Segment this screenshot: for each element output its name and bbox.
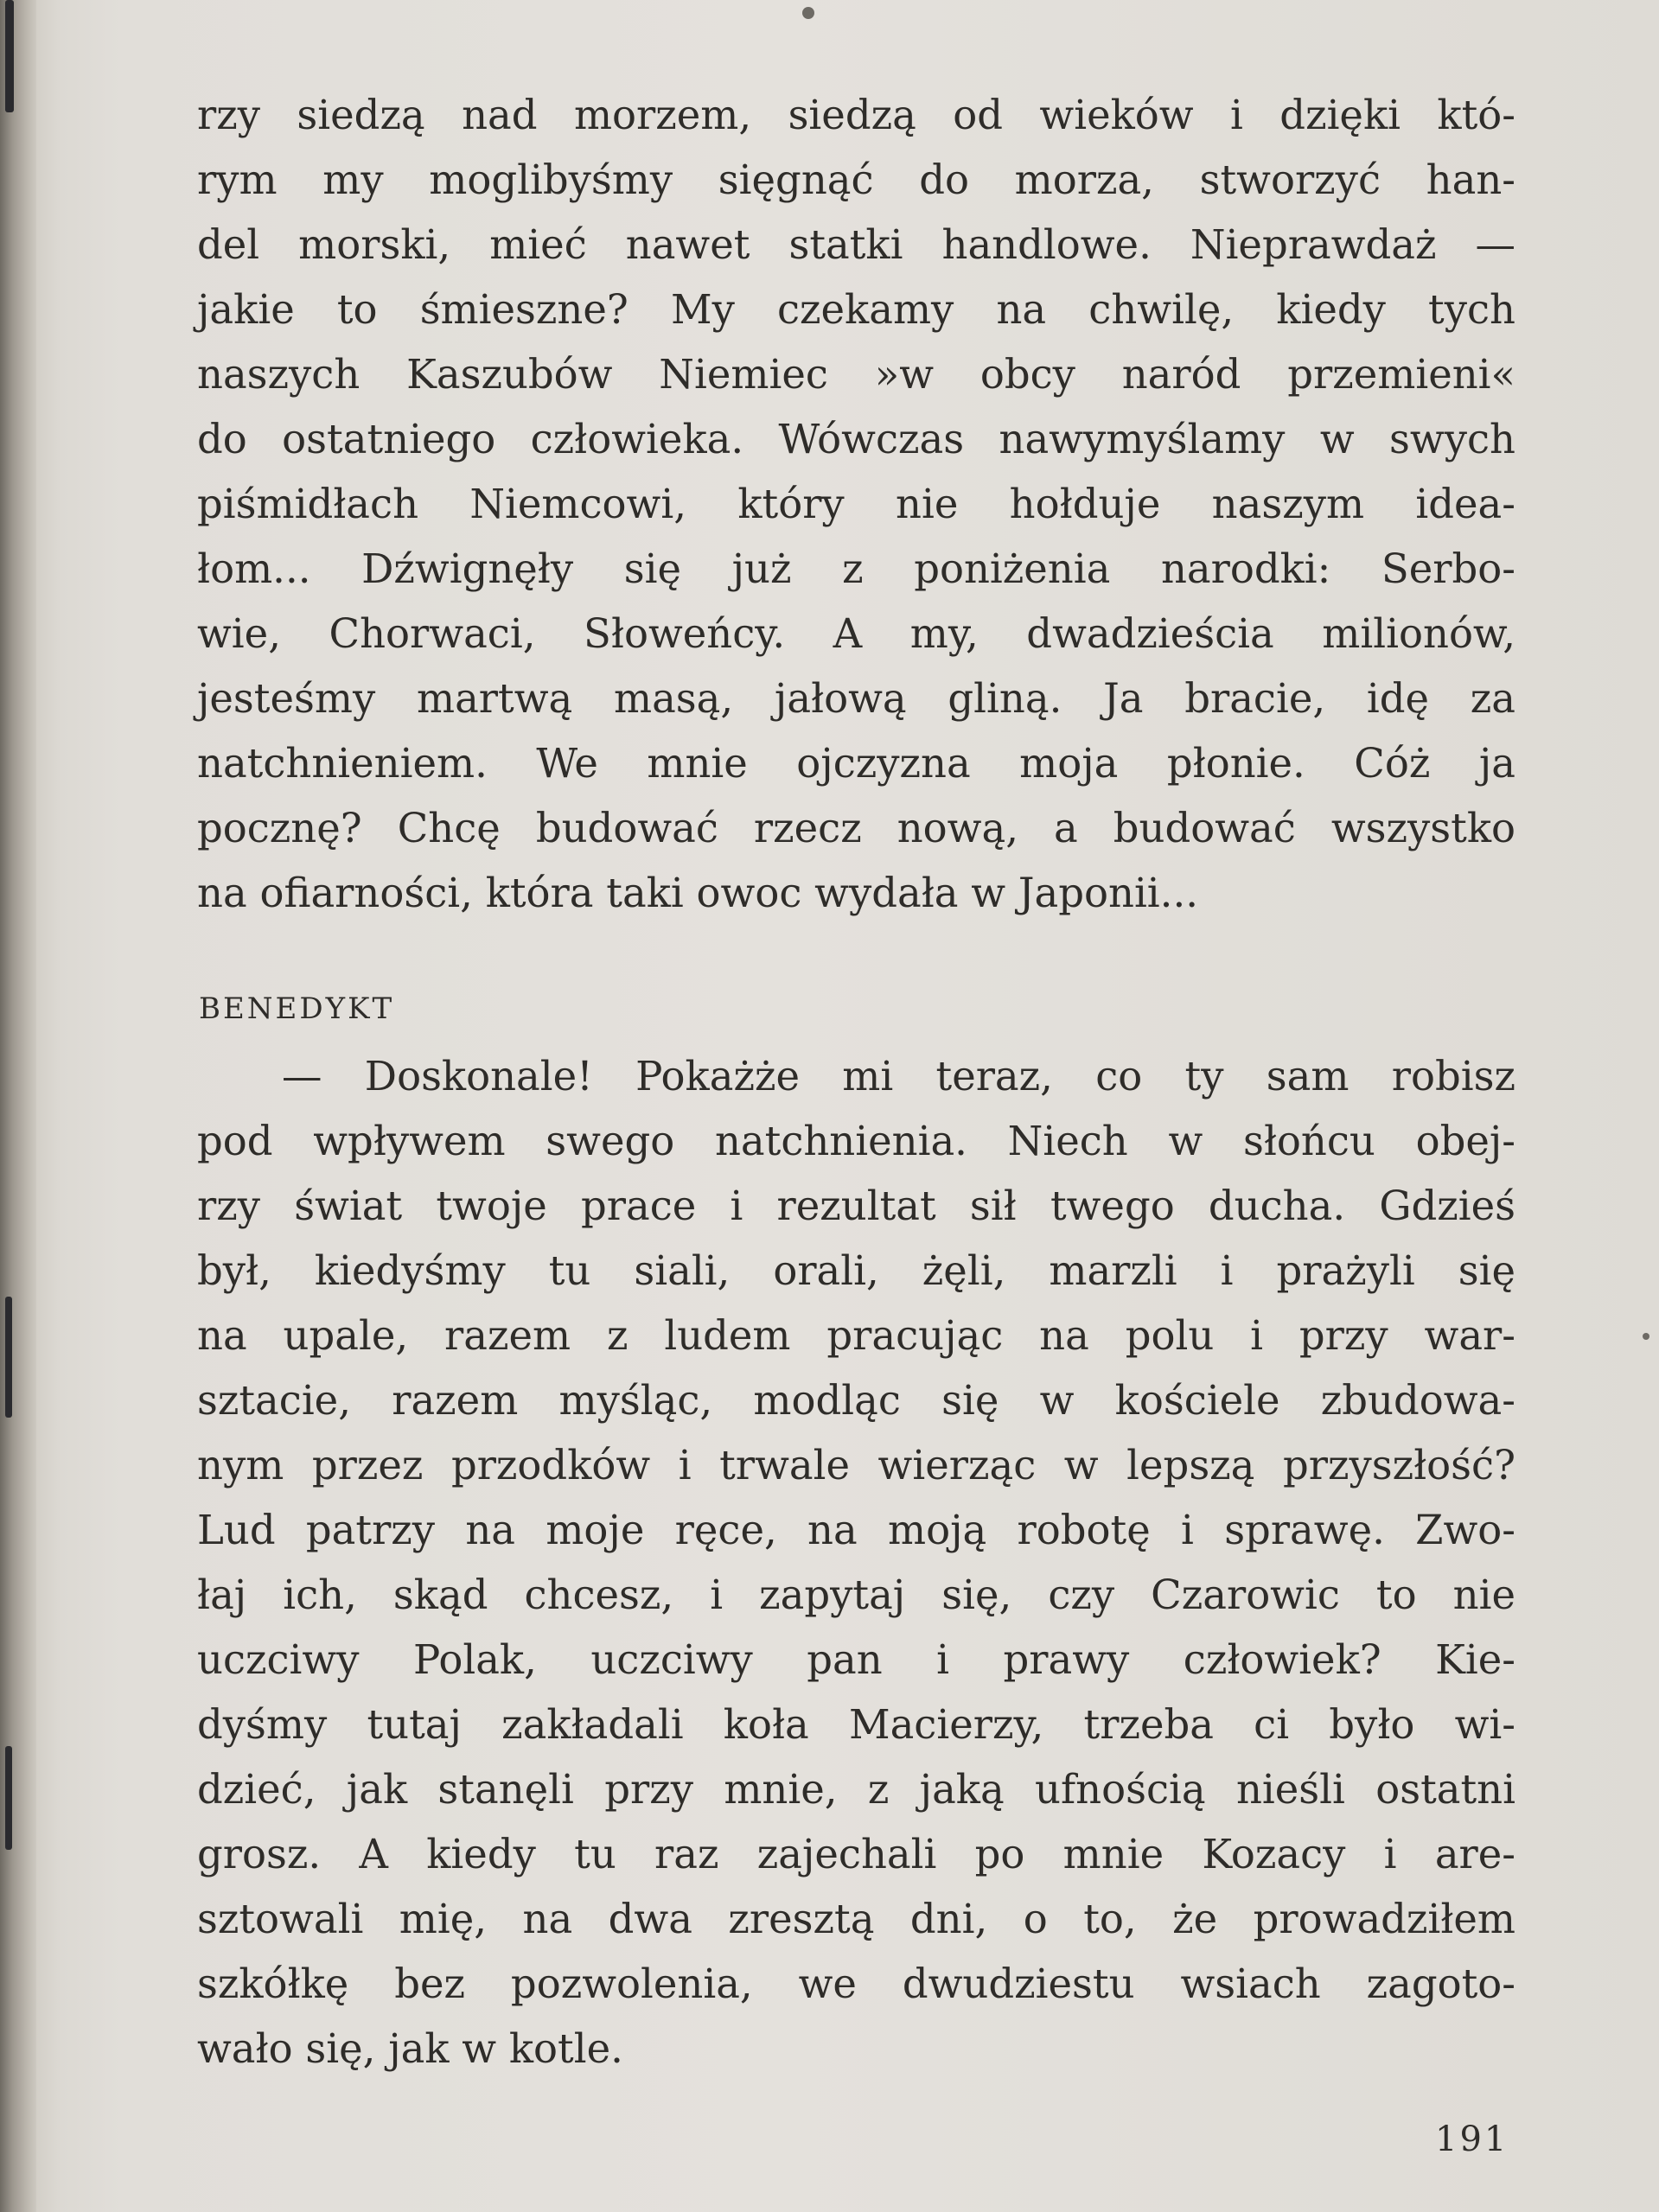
text-line: był, kiedyśmy tu siali, orali, żęli, marzli i prażyli się: [197, 1247, 1515, 1294]
spine-mark: [5, 0, 14, 112]
page-number: 191: [1435, 2120, 1509, 2159]
text-line: jakie to śmieszne? My czekamy na chwilę, kiedy tych: [197, 286, 1515, 333]
text-line: wało się, jak w kotle.: [197, 2025, 623, 2072]
text-line: sztowali mię, na dwa zresztą dni, o to, że prowadziłem: [197, 1896, 1515, 1942]
book-spine: [0, 0, 36, 2212]
text-line: szkółkę bez pozwolenia, we dwudziestu wsiach zagoto-: [197, 1960, 1515, 2007]
text-line: uczciwy Polak, uczciwy pan i prawy człowiek? Kie-: [197, 1636, 1515, 1683]
text-line: natchnieniem. We mnie ojczyzna moja płonie. Cóż ja: [197, 740, 1515, 787]
paper-speck: [1643, 1333, 1649, 1340]
text-line: grosz. A kiedy tu raz zajechali po mnie Kozacy i are-: [197, 1831, 1515, 1877]
paragraph-2: [197, 1044, 1515, 2081]
text-line: naszych Kaszubów Niemiec »w obcy naród przemieni«: [197, 351, 1515, 398]
spine-mark: [5, 1297, 12, 1418]
speaker-name: BENEDYKT: [199, 991, 395, 1026]
text-line: na ofiarności, która taki owoc wydała w Japonii...: [197, 870, 1199, 916]
text-line: dzieć, jak stanęli przy mnie, z jaką ufnością nieśli ostatni: [197, 1766, 1515, 1813]
paper-speck: [802, 7, 814, 19]
text-line: sztacie, razem myśląc, modląc się w kościele zbudowa-: [197, 1377, 1515, 1424]
paragraph-1: [197, 83, 1515, 926]
text-line: na upale, razem z ludem pracując na polu i przy war-: [197, 1312, 1515, 1359]
text-line: jesteśmy martwą masą, jałową gliną. Ja bracie, idę za: [197, 675, 1515, 722]
text-line: — Doskonale! Pokażże mi teraz, co ty sam robisz: [282, 1053, 1515, 1100]
text-line: do ostatniego człowieka. Wówczas nawymyślamy w swych: [197, 416, 1515, 462]
text-line: rzy siedzą nad morzem, siedzą od wieków i dzięki któ-: [197, 92, 1515, 138]
text-line: wie, Chorwaci, Słoweńcy. A my, dwadzieścia milionów,: [197, 610, 1515, 657]
text-line: pocznę? Chcę budować rzecz nową, a budować wszystko: [197, 805, 1515, 851]
text-line: Lud patrzy na moje ręce, na moją robotę i sprawę. Zwo-: [197, 1507, 1515, 1553]
text-line: rym my moglibyśmy sięgnąć do morza, stworzyć han-: [197, 156, 1515, 203]
spine-mark: [5, 1746, 12, 1850]
text-line: nym przez przodków i trwale wierząc w lepszą przyszłość?: [197, 1442, 1515, 1488]
text-line: łom... Dźwignęły się już z poniżenia narodki: Serbo-: [197, 545, 1515, 592]
text-line: rzy świat twoje prace i rezultat sił twego ducha. Gdzieś: [197, 1182, 1515, 1229]
text-line: łaj ich, skąd chcesz, i zapytaj się, czy Czarowic to nie: [197, 1571, 1515, 1618]
text-line: dyśmy tutaj zakładali koła Macierzy, trzeba ci było wi-: [197, 1701, 1515, 1748]
text-line: piśmidłach Niemcowi, który nie hołduje naszym idea-: [197, 481, 1515, 527]
text-line: del morski, mieć nawet statki handlowe. Nieprawdaż —: [197, 221, 1515, 268]
text-line: pod wpływem swego natchnienia. Niech w słońcu obej-: [197, 1118, 1515, 1164]
